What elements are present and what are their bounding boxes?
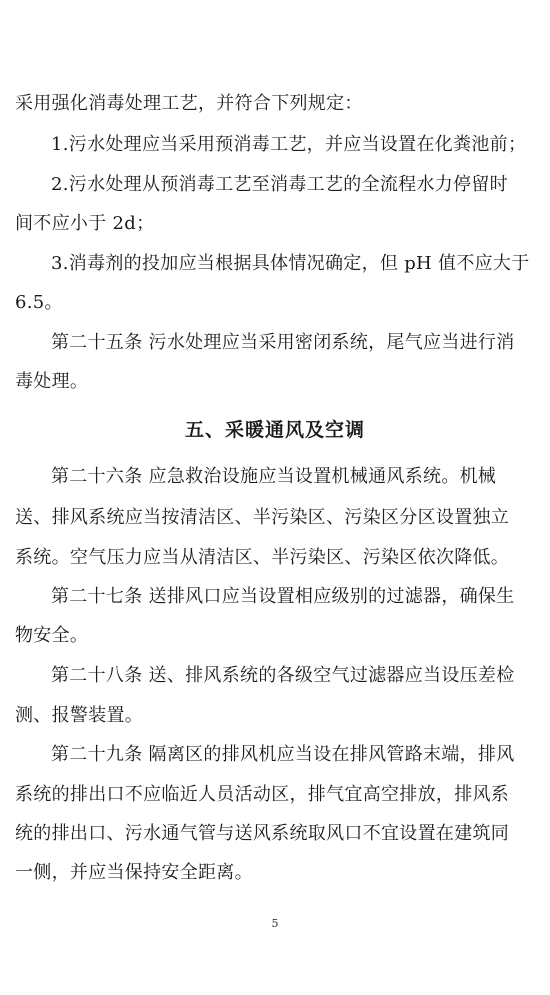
article-29: 第二十九条 隔离区的排风机应当设在排风管路末端，排风 — [51, 744, 515, 765]
article-28: 第二十八条 送、排风系统的各级空气过滤器应当设压差检 — [51, 665, 515, 686]
article-26: 第二十六条 应急救治设施应当设置机械通风系统。机械 — [51, 466, 497, 487]
text-line: 间不应小于 2d； — [15, 213, 155, 234]
text-line: 采用强化消毒处理工艺，并符合下列规定： — [15, 93, 363, 114]
text-line: 系统。空气压力应当从清洁区、半污染区、污染区依次降低。 — [15, 547, 510, 568]
list-item-1: 1.污水处理应当采用预消毒工艺，并应当设置在化粪池前； — [51, 134, 527, 155]
article-25: 第二十五条 污水处理应当采用密闭系统，尾气应当进行消 — [51, 332, 515, 353]
text-line: 6.5。 — [15, 292, 63, 313]
list-item-3: 3.消毒剂的投加应当根据具体情况确定，但 pH 值不应大于 — [51, 253, 530, 274]
text-line: 物安全。 — [15, 625, 89, 646]
text-line: 测、报警装置。 — [15, 705, 144, 726]
text-line: 毒处理。 — [15, 371, 89, 392]
list-item-2: 2.污水处理从预消毒工艺至消毒工艺的全流程水力停留时 — [51, 174, 508, 195]
page-number: 5 — [271, 917, 279, 930]
text-line: 一侧，并应当保持安全距离。 — [15, 862, 253, 883]
article-27: 第二十七条 送排风口应当设置相应级别的过滤器，确保生 — [51, 586, 515, 607]
text-line: 系统的排出口不应临近人员活动区，排气宜高空排放，排风系 — [15, 784, 510, 805]
text-line: 统的排出口、污水通气管与送风系统取风口不宜设置在建筑同 — [15, 823, 510, 844]
section-heading: 五、采暖通风及空调 — [184, 419, 365, 441]
text-line: 送、排风系统应当按清洁区、半污染区、污染区分区设置独立 — [15, 507, 510, 528]
